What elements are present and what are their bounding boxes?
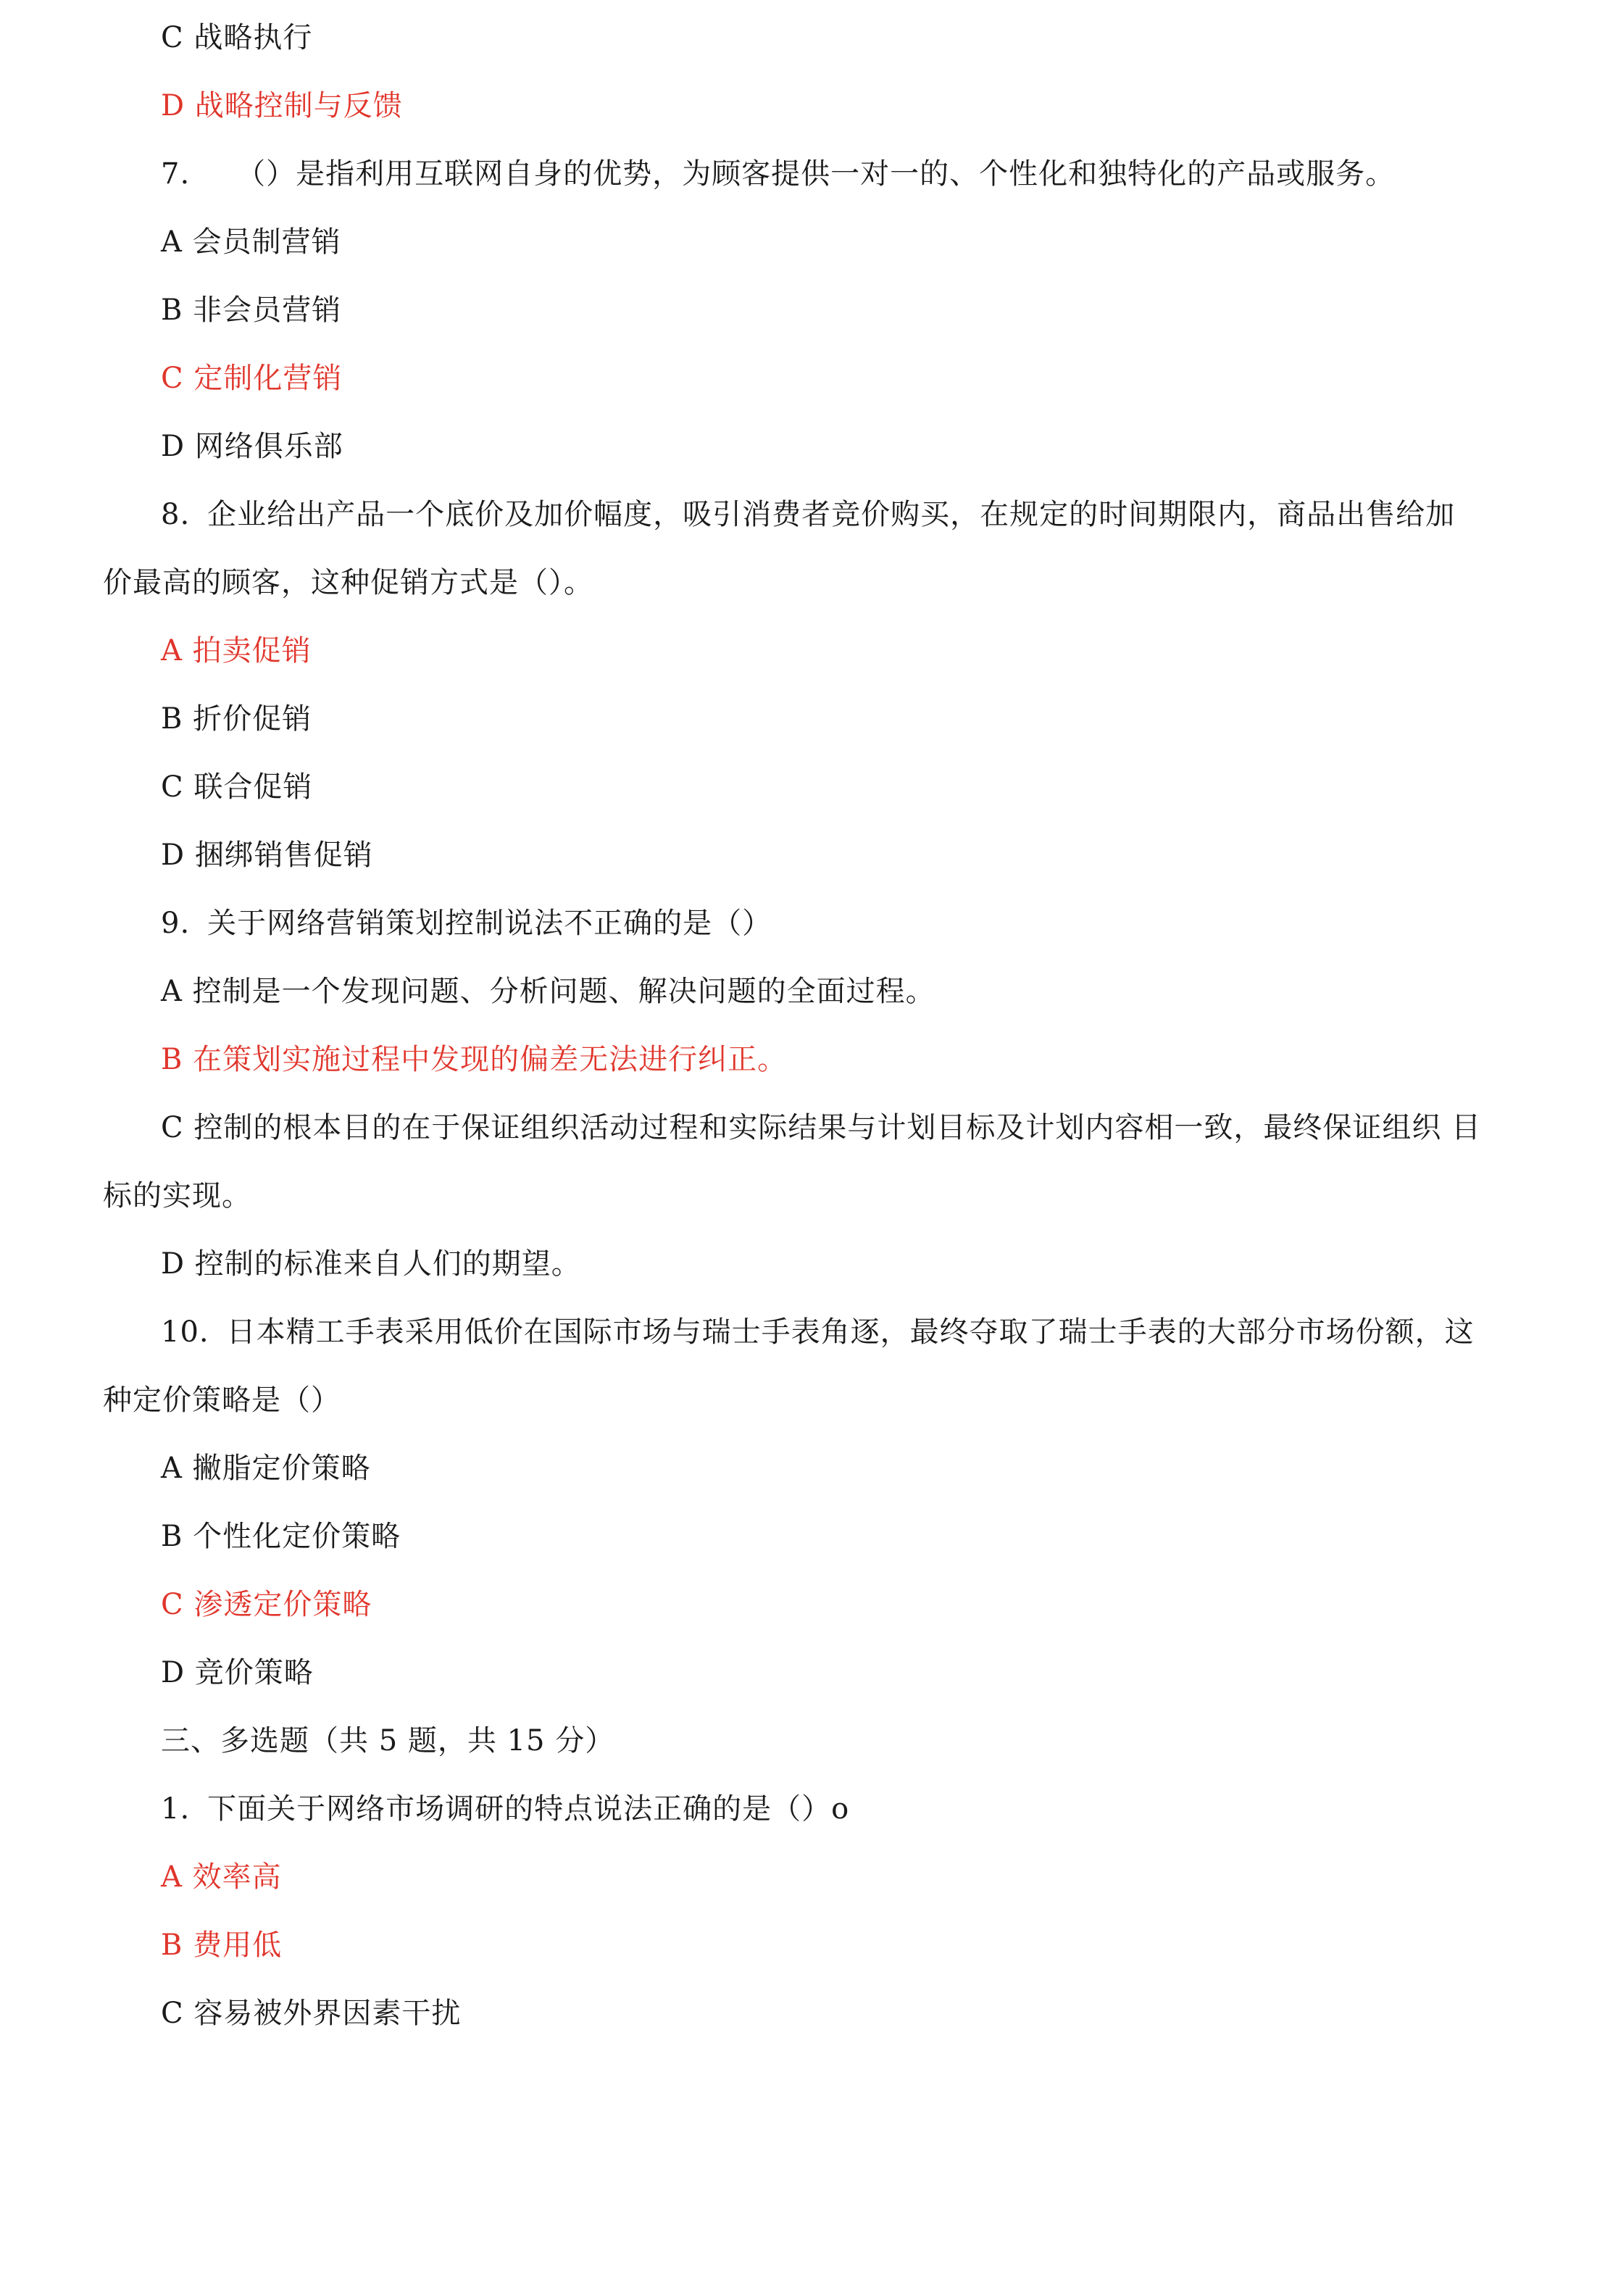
- question-8-option-a-answer: A 拍卖促销: [161, 634, 312, 667]
- question-10-text-line1: 日本精工手表采用低价在国际市场与瑞士手表角逐，最终夺取了瑞士手表的大部分市场份额，这: [226, 1315, 1475, 1349]
- question-10-option-c-answer: C 渗透定价策略: [161, 1588, 372, 1621]
- question-9-number: 9.: [161, 907, 191, 940]
- section-heading-multiple-choice: 三、多选题（共 5 题，共 15 分）: [161, 1724, 615, 1758]
- question-10-option-d: D 竞价策略: [161, 1656, 314, 1689]
- question-8-option-b: B 折价促销: [161, 702, 312, 736]
- question-9-option-c-line1: C 控制的根本目的在于保证组织活动过程和实际结果与计划目标及计划内容相一致，最终保证组织 目: [161, 1111, 1482, 1144]
- question-9: [161, 904, 772, 942]
- question-8: [161, 496, 1455, 533]
- multi-question-1-number: 1.: [161, 1792, 191, 1826]
- question-7-option-a: A 会员制营销: [161, 225, 341, 259]
- question-9-option-b-answer: B 在策划实施过程中发现的偏差无法进行纠正。: [161, 1043, 788, 1076]
- question-8-text-line2: 价最高的顾客，这种促销方式是（）。: [103, 566, 593, 599]
- question-8-option-d: D 捆绑销售促销: [161, 839, 373, 872]
- question-10-number: 10.: [161, 1315, 209, 1349]
- question-7: [161, 155, 1395, 193]
- question-10: [161, 1313, 1475, 1351]
- multi-question-1-text: 下面关于网络市场调研的特点说法正确的是（）o: [207, 1792, 850, 1826]
- question-8-option-c: C 联合促销: [161, 770, 313, 804]
- question-10-option-a: A 撇脂定价策略: [161, 1452, 371, 1485]
- prev-question-option-d-answer: D 战略控制与反馈: [161, 89, 403, 122]
- question-9-option-c-line2: 标的实现。: [103, 1179, 251, 1213]
- question-9-option-d: D 控制的标准来自人们的期望。: [161, 1247, 581, 1281]
- question-7-option-d: D 网络俱乐部: [161, 430, 343, 463]
- question-10-option-b: B 个性化定价策略: [161, 1520, 401, 1553]
- multi-question-1-option-c: C 容易被外界因素干扰: [161, 1997, 462, 2030]
- question-7-option-b: B 非会员营销: [161, 294, 342, 327]
- multi-question-1-option-a-answer: A 效率高: [161, 1860, 282, 1894]
- question-9-text: 关于网络营销策划控制说法不正确的是（）: [207, 907, 772, 940]
- question-7-number: 7.: [161, 157, 191, 191]
- question-8-text-line1: 企业给出产品一个底价及加价幅度，吸引消费者竞价购买，在规定的时间期限内，商品出售给加: [207, 498, 1456, 531]
- question-7-option-c-answer: C 定制化营销: [161, 362, 343, 395]
- question-8-number: 8.: [161, 498, 191, 531]
- multi-question-1-option-b-answer: B 费用低: [161, 1929, 283, 1962]
- question-10-text-line2: 种定价策略是（）: [103, 1384, 341, 1417]
- question-7-text: （）是指利用互联网自身的优势，为顾客提供一对一的、个性化和独特化的产品或服务。: [236, 157, 1396, 191]
- question-9-option-a: A 控制是一个发现问题、分析问题、解决问题的全面过程。: [161, 975, 935, 1008]
- prev-question-option-c: C 战略执行: [161, 21, 313, 54]
- multi-question-1: [161, 1790, 849, 1828]
